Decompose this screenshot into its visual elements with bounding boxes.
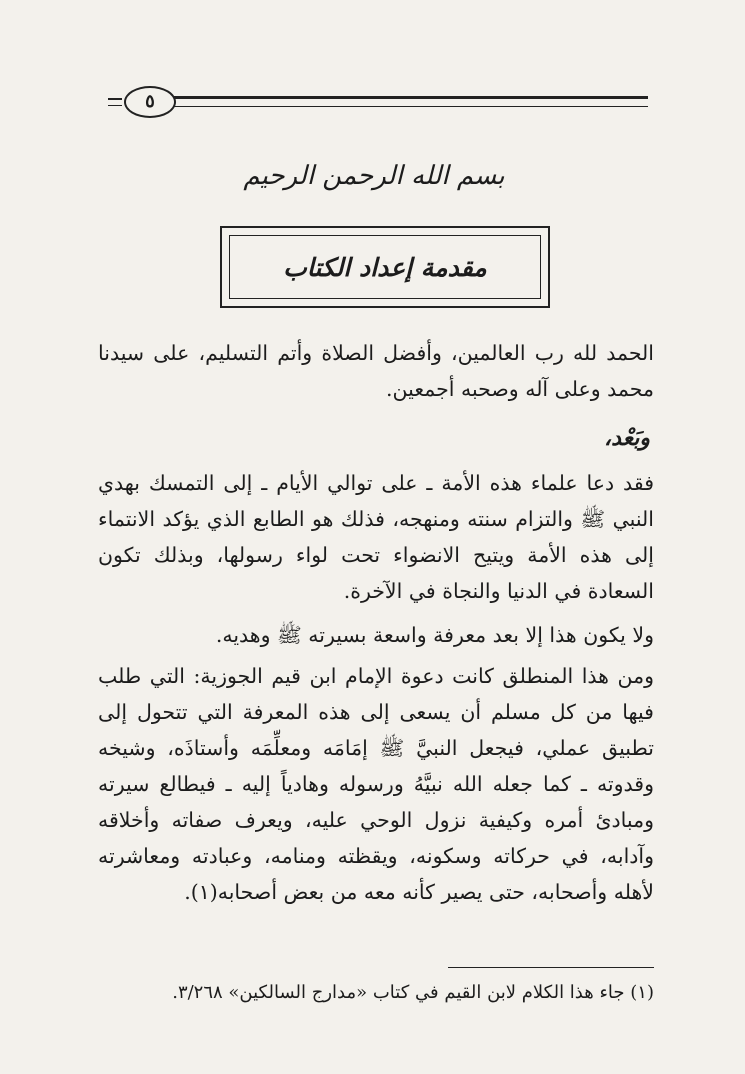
- page-number: ٥: [145, 91, 155, 112]
- transition-word: وبَعْد،: [603, 425, 650, 451]
- title-frame: [220, 226, 550, 308]
- page-number-badge: [124, 86, 176, 118]
- paragraph-scholars: فقد دعا علماء هذه الأمة ـ على توالي الأيام ـ إلى التمسك بهدي النبي ﷺ والتزام سنته ومنهجه، فذلك هو الطابع الذي يؤكد الانتماء إلى هذه الأمة ويتيح الانضواء تحت لواء رسولها، وبذلك تكون السعادة في الدنيا والنجاة في الآخرة.: [98, 471, 654, 603]
- paragraph-ibn-qayyim: ومن هذا المنطلق كانت دعوة الإمام ابن قيم الجوزية: التي طلب فيها من كل مسلم أن يسعى إلى هذه المعرفة التي تتحول إلى تطبيق عملي، فيجعل النبيَّ ﷺ إمَامَه ومعلِّمَه وأستاذَه، وشيخه وقدوته ـ كما جعله الله نبيَّهُ ورسوله وهادياً إليه ـ فيطالع سيرته ومبادئ أمره وكيفية نزول الوحي عليه، ويعرف صفاته وأخلاقه وآدابه، في حركاته وسكونه، ويقظته ومنامه، وعبادته ومعاشرته لأهله وأصحابه، حتى يصير كأنه معه من بعض أصحابه(١).: [98, 664, 654, 904]
- footnote-rule: [448, 967, 654, 968]
- header-dash: [108, 98, 122, 106]
- footnote: (١) جاء هذا الكلام لابن القيم في كتاب «مدارج السالكين» ٣/٢٦٨.: [172, 982, 654, 1003]
- paragraph-knowledge: ولا يكون هذا إلا بعد معرفة واسعة بسيرته ﷺ وهديه.: [215, 623, 654, 647]
- basmala: بسم الله الرحمن الرحيم: [243, 161, 505, 191]
- paragraph-opening: الحمد لله رب العالمين، وأفضل الصلاة وأتم التسليم، على سيدنا محمد وعلى آله وصحبه أجمعين.: [98, 341, 654, 401]
- chapter-title: مقدمة إعداد الكتاب: [283, 252, 487, 282]
- header-rule: [170, 96, 648, 107]
- title-frame-inner: [229, 235, 541, 299]
